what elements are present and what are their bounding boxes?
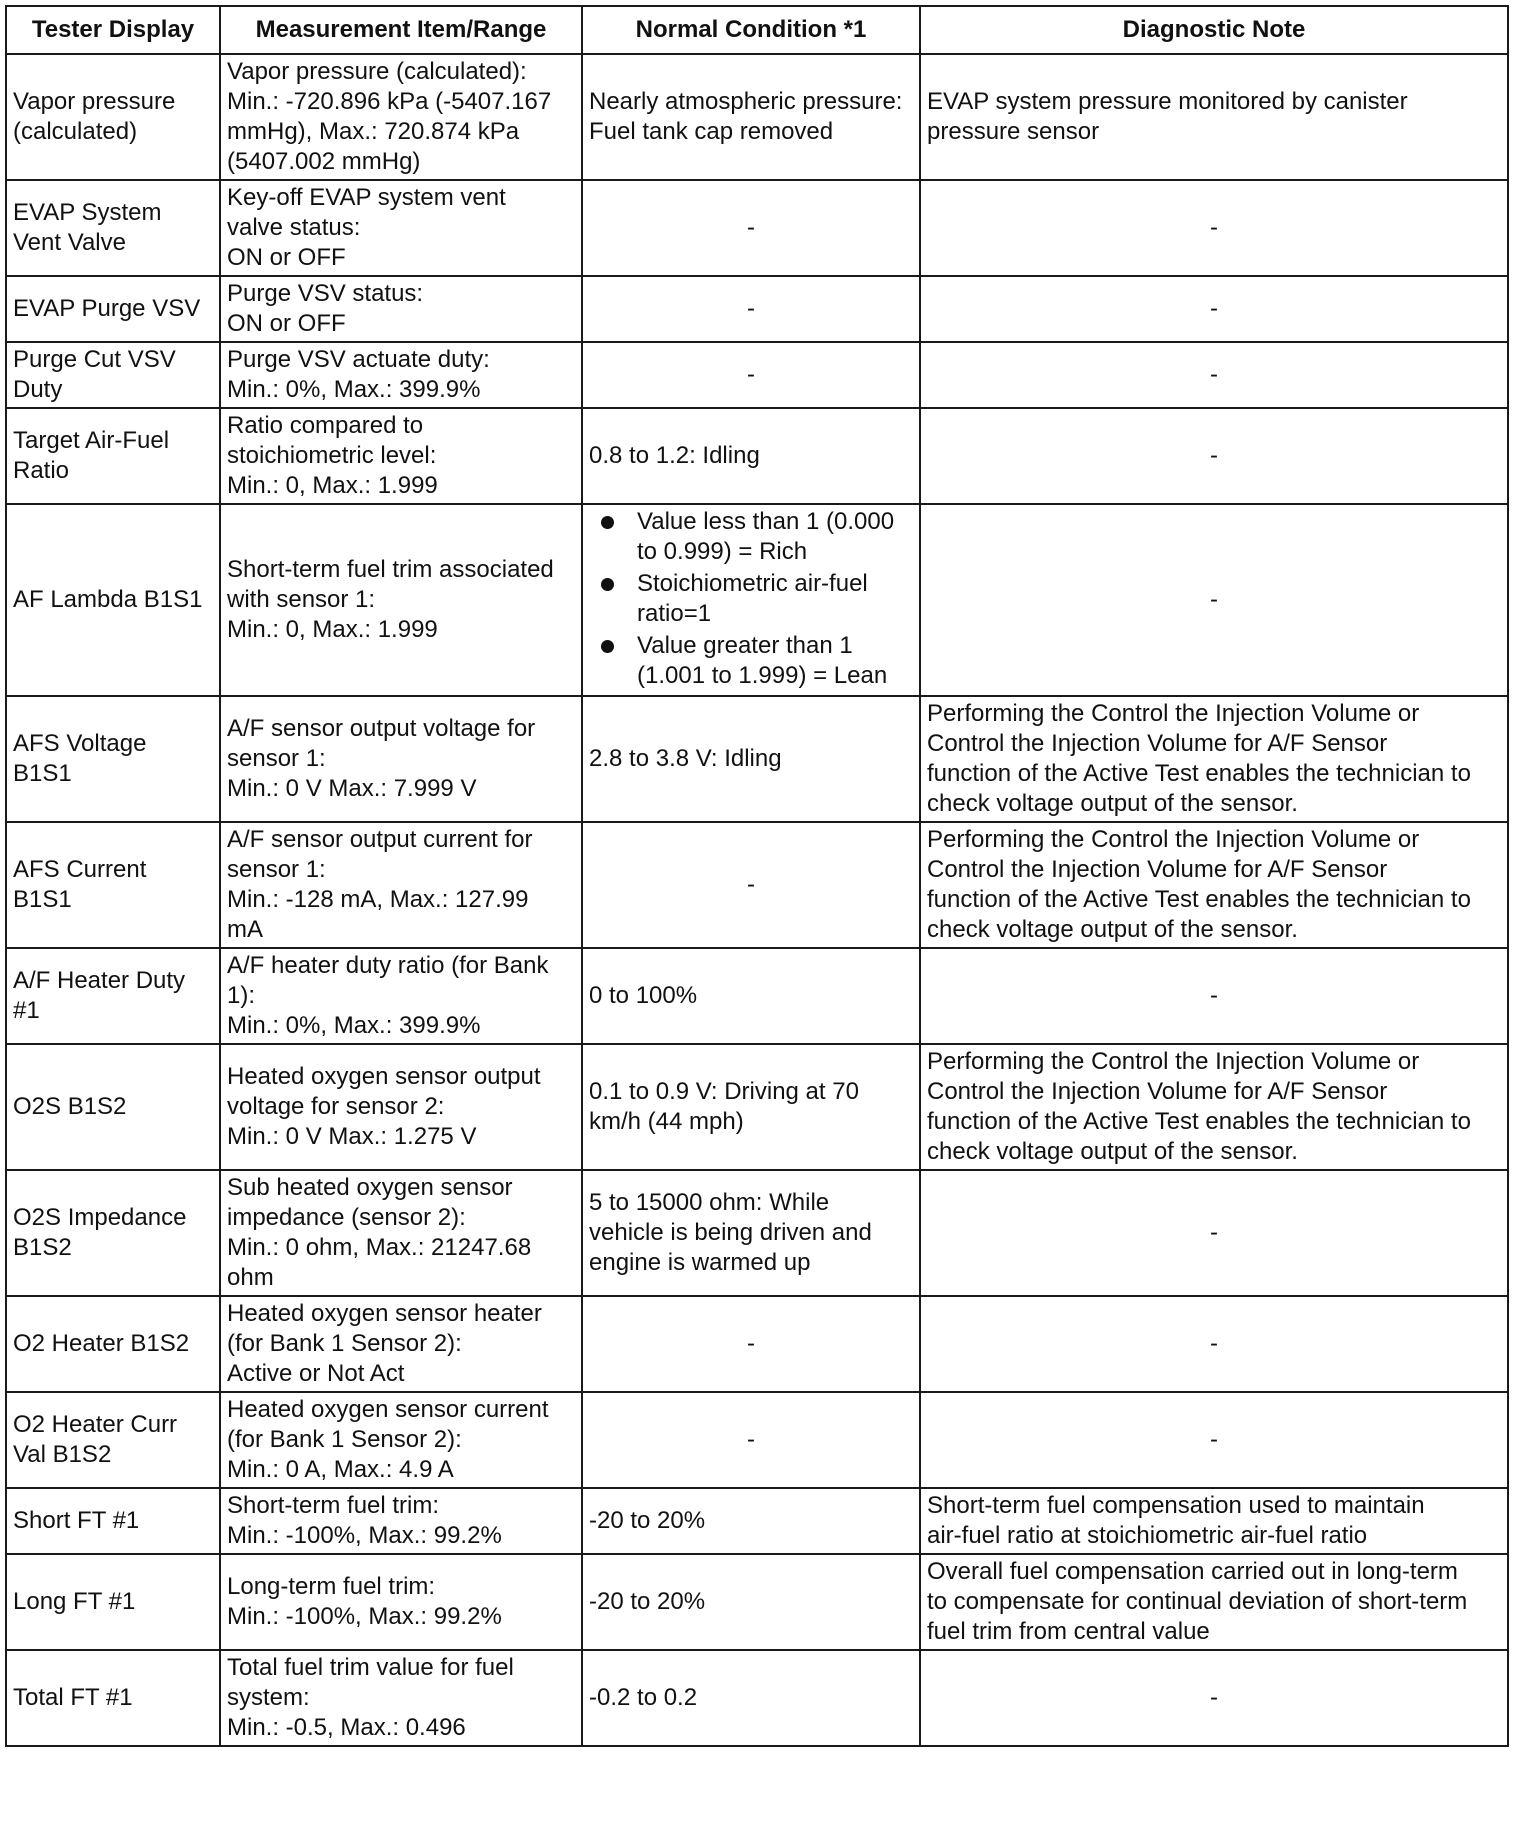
- normal-condition-cell-line: 2.8 to 3.8 V: Idling: [589, 745, 782, 772]
- measurement-range-cell: [220, 180, 582, 276]
- normal-condition-cell: [582, 1044, 920, 1170]
- table-row: [6, 180, 1508, 276]
- diagnostic-note-cell-line: check voltage output of the sensor.: [927, 916, 1298, 943]
- normal-condition-cell: [582, 1650, 920, 1746]
- diagnostic-note-cell: [920, 276, 1508, 342]
- diagnostic-note-cell: [920, 1296, 1508, 1392]
- measurement-range-cell: [220, 1170, 582, 1296]
- table-row: [6, 1650, 1508, 1746]
- measurement-range-cell-line: (5407.002 mmHg): [227, 148, 421, 175]
- tester-display-cell-line: B1S1: [13, 886, 72, 913]
- normal-condition-cell: [582, 1488, 920, 1554]
- normal-condition-cell-line: 0.1 to 0.9 V: Driving at 70: [589, 1078, 859, 1105]
- measurement-range-cell-line: Min.: 0 V Max.: 1.275 V: [227, 1123, 477, 1150]
- tester-display-cell: [6, 180, 220, 276]
- list-item-line: (1.001 to 1.999) = Lean: [637, 662, 888, 689]
- tester-display-cell-line: B1S1: [13, 760, 72, 787]
- diagnostic-note-cell-line: EVAP system pressure monitored by canister: [927, 88, 1408, 115]
- normal-condition-cell: [582, 276, 920, 342]
- diagnostic-note-cell-line: -: [1210, 1330, 1218, 1357]
- diagnostic-note-cell-line: Control the Injection Volume for A/F Sensor: [927, 856, 1388, 883]
- normal-condition-cell-line: vehicle is being driven and: [589, 1219, 872, 1246]
- tester-display-cell-line: Purge Cut VSV: [13, 346, 176, 373]
- measurement-range-cell-line: Min.: 0 V Max.: 7.999 V: [227, 775, 477, 802]
- diagnostic-note-cell-line: -: [1210, 442, 1218, 469]
- measurement-range-cell-line: Sub heated oxygen sensor: [227, 1174, 513, 1201]
- header-tester-display: Tester Display: [6, 6, 220, 54]
- table-row: [6, 1296, 1508, 1392]
- measurement-range-cell-line: A/F sensor output voltage for: [227, 715, 536, 742]
- table-row: [6, 342, 1508, 408]
- measurement-range-cell: [220, 1296, 582, 1392]
- list-item: [589, 569, 913, 629]
- measurement-range-cell: [220, 1554, 582, 1650]
- measurement-range-cell-line: Short-term fuel trim:: [227, 1492, 440, 1519]
- measurement-range-cell-line: Heated oxygen sensor output: [227, 1063, 541, 1090]
- diagnostic-note-cell-line: -: [1210, 1684, 1218, 1711]
- measurement-range-cell-line: Min.: -720.896 kPa (-5407.167: [227, 88, 552, 115]
- measurement-range-cell: [220, 504, 582, 696]
- diagnostic-note-cell-line: -: [1210, 1219, 1218, 1246]
- normal-condition-cell-line: 5 to 15000 ohm: While: [589, 1189, 830, 1216]
- measurement-range-cell-line: Min.: 0 ohm, Max.: 21247.68: [227, 1234, 532, 1261]
- normal-condition-cell: [582, 1296, 920, 1392]
- table-row: [6, 1488, 1508, 1554]
- measurement-range-cell-line: Ratio compared to: [227, 412, 424, 439]
- normal-condition-cell: [582, 696, 920, 822]
- header-row: [6, 6, 1508, 54]
- diagnostic-note-cell: [920, 342, 1508, 408]
- diagnostic-note-cell-line: Performing the Control the Injection Volume or: [927, 700, 1420, 727]
- table-row: [6, 276, 1508, 342]
- measurement-range-cell-line: Active or Not Act: [227, 1360, 405, 1387]
- tester-display-cell-line: Total FT #1: [13, 1684, 133, 1711]
- diagnostic-note-cell-line: fuel trim from central value: [927, 1618, 1210, 1645]
- normal-condition-cell: [582, 1554, 920, 1650]
- diagnostic-note-cell: [920, 696, 1508, 822]
- measurement-range-cell-line: mmHg), Max.: 720.874 kPa: [227, 118, 520, 145]
- diagnostic-note-cell: [920, 54, 1508, 180]
- diagnostic-note-cell-line: -: [1210, 982, 1218, 1009]
- measurement-range-cell-line: valve status:: [227, 214, 361, 241]
- tester-display-cell: [6, 948, 220, 1044]
- normal-condition-cell-line: -: [747, 295, 755, 322]
- diagnostic-note-cell-line: check voltage output of the sensor.: [927, 790, 1298, 817]
- tester-display-cell-line: Target Air-Fuel: [13, 427, 170, 454]
- diagnostic-note-cell-line: pressure sensor: [927, 118, 1100, 145]
- tester-display-cell-line: Val B1S2: [13, 1441, 112, 1468]
- tester-display-cell-line: Ratio: [13, 457, 70, 484]
- measurement-range-cell-line: ON or OFF: [227, 244, 346, 271]
- normal-condition-cell-line: Fuel tank cap removed: [589, 118, 834, 145]
- measurement-range-cell: [220, 1650, 582, 1746]
- table-row: [6, 54, 1508, 180]
- list-item-line: Value greater than 1: [637, 632, 853, 659]
- diagnostic-note-cell: [920, 180, 1508, 276]
- diagnostic-note-cell-line: -: [1210, 361, 1218, 388]
- diagnostic-note-cell-line: Performing the Control the Injection Volume or: [927, 826, 1420, 853]
- diagnostic-note-cell-line: Overall fuel compensation carried out in long-term: [927, 1558, 1458, 1585]
- tester-display-cell: [6, 1170, 220, 1296]
- normal-condition-cell-line: -0.2 to 0.2: [589, 1684, 698, 1711]
- normal-condition-cell-line: -: [747, 1330, 755, 1357]
- measurement-range-cell-line: Min.: -100%, Max.: 99.2%: [227, 1603, 502, 1630]
- tester-display-cell-line: B1S2: [13, 1234, 72, 1261]
- diagnostic-note-cell: [920, 1488, 1508, 1554]
- diagnostic-note-cell-line: -: [1210, 214, 1218, 241]
- measurement-range-cell: [220, 276, 582, 342]
- table-row: [6, 1392, 1508, 1488]
- tester-display-cell: [6, 54, 220, 180]
- bullet-icon: [601, 516, 614, 529]
- data-list-sheet: [5, 5, 1507, 1747]
- measurement-range-cell-line: 1):: [227, 982, 256, 1009]
- table-row: [6, 948, 1508, 1044]
- tester-display-cell: [6, 1392, 220, 1488]
- tester-display-cell-line: O2 Heater Curr: [13, 1411, 178, 1438]
- measurement-range-cell-line: Min.: -100%, Max.: 99.2%: [227, 1522, 502, 1549]
- data-list-table: [5, 5, 1509, 1747]
- normal-condition-cell: [582, 1392, 920, 1488]
- tester-display-cell-line: A/F Heater Duty: [13, 967, 186, 994]
- header-diagnostic-note: Diagnostic Note: [920, 6, 1508, 54]
- measurement-range-cell-line: ON or OFF: [227, 310, 346, 337]
- list-item-line: to 0.999) = Rich: [637, 538, 808, 565]
- measurement-range-cell-line: A/F sensor output current for: [227, 826, 533, 853]
- measurement-range-cell-line: Total fuel trim value for fuel: [227, 1654, 514, 1681]
- tester-display-cell: [6, 1554, 220, 1650]
- tester-display-cell-line: Long FT #1: [13, 1588, 136, 1615]
- measurement-range-cell-line: ohm: [227, 1264, 274, 1291]
- normal-condition-cell: [582, 342, 920, 408]
- measurement-range-cell: [220, 948, 582, 1044]
- tester-display-cell-line: O2S Impedance: [13, 1204, 187, 1231]
- table-row: [6, 696, 1508, 822]
- tester-display-cell: [6, 504, 220, 696]
- list-item-line: Value less than 1 (0.000: [637, 508, 895, 535]
- measurement-range-cell-line: Min.: 0, Max.: 1.999: [227, 616, 438, 643]
- table-row: [6, 1554, 1508, 1650]
- measurement-range-cell-line: voltage for sensor 2:: [227, 1093, 445, 1120]
- normal-condition-cell-line: -20 to 20%: [589, 1588, 706, 1615]
- tester-display-cell: [6, 696, 220, 822]
- diagnostic-note-cell-line: function of the Active Test enables the technician to: [927, 886, 1471, 913]
- tester-display-cell: [6, 1488, 220, 1554]
- tester-display-cell-line: O2S B1S2: [13, 1093, 127, 1120]
- normal-condition-cell-line: -: [747, 361, 755, 388]
- tester-display-cell: [6, 342, 220, 408]
- normal-condition-cell-line: engine is warmed up: [589, 1249, 811, 1276]
- normal-condition-cell-line: -: [747, 871, 755, 898]
- tester-display-cell-line: Duty: [13, 376, 63, 403]
- measurement-range-cell: [220, 822, 582, 948]
- normal-condition-cell-line: -: [747, 214, 755, 241]
- list-item: [589, 631, 913, 691]
- diagnostic-note-cell: [920, 1650, 1508, 1746]
- diagnostic-note-cell: [920, 1044, 1508, 1170]
- tester-display-cell: [6, 408, 220, 504]
- measurement-range-cell: [220, 408, 582, 504]
- normal-condition-cell: [582, 504, 920, 696]
- table-row: [6, 1044, 1508, 1170]
- tester-display-cell: [6, 1044, 220, 1170]
- diagnostic-note-cell: [920, 408, 1508, 504]
- tester-display-cell-line: Vapor pressure: [13, 88, 176, 115]
- measurement-range-cell: [220, 696, 582, 822]
- diagnostic-note-cell-line: to compensate for continual deviation of short-term: [927, 1588, 1468, 1615]
- tester-display-cell-line: O2 Heater B1S2: [13, 1330, 190, 1357]
- table-row: [6, 822, 1508, 948]
- diagnostic-note-cell: [920, 1554, 1508, 1650]
- measurement-range-cell-line: stoichiometric level:: [227, 442, 437, 469]
- measurement-range-cell-line: Key-off EVAP system vent: [227, 184, 506, 211]
- list-item: [589, 507, 913, 567]
- tester-display-cell-line: AFS Current: [13, 856, 147, 883]
- measurement-range-cell-line: Min.: 0%, Max.: 399.9%: [227, 376, 481, 403]
- tester-display-cell-line: EVAP Purge VSV: [13, 295, 201, 322]
- header-measurement-range: Measurement Item/Range: [220, 6, 582, 54]
- tester-display-cell: [6, 822, 220, 948]
- table-row: [6, 408, 1508, 504]
- diagnostic-note-cell-line: function of the Active Test enables the technician to: [927, 1108, 1471, 1135]
- measurement-range-cell-line: Short-term fuel trim associated: [227, 556, 554, 583]
- normal-condition-cell-line: 0.8 to 1.2: Idling: [589, 442, 760, 469]
- measurement-range-cell-line: Purge VSV actuate duty:: [227, 346, 490, 373]
- normal-condition-cell-line: km/h (44 mph): [589, 1108, 744, 1135]
- normal-condition-cell: [582, 180, 920, 276]
- measurement-range-cell-line: mA: [227, 916, 263, 943]
- diagnostic-note-cell-line: -: [1210, 586, 1218, 613]
- measurement-range-cell-line: sensor 1:: [227, 745, 326, 772]
- measurement-range-cell-line: (for Bank 1 Sensor 2):: [227, 1426, 462, 1453]
- tester-display-cell: [6, 1650, 220, 1746]
- table-row: [6, 504, 1508, 696]
- list-item-line: ratio=1: [637, 600, 712, 627]
- table-row: [6, 1170, 1508, 1296]
- measurement-range-cell-line: sensor 1:: [227, 856, 326, 883]
- measurement-range-cell-line: Min.: -0.5, Max.: 0.496: [227, 1714, 466, 1741]
- measurement-range-cell-line: (for Bank 1 Sensor 2):: [227, 1330, 462, 1357]
- normal-condition-cell-line: 0 to 100%: [589, 982, 698, 1009]
- tester-display-cell-line: AF Lambda B1S1: [13, 586, 203, 613]
- diagnostic-note-cell-line: -: [1210, 1426, 1218, 1453]
- tester-display-cell-line: AFS Voltage: [13, 730, 147, 757]
- diagnostic-note-cell: [920, 1170, 1508, 1296]
- measurement-range-cell: [220, 1044, 582, 1170]
- diagnostic-note-cell-line: Control the Injection Volume for A/F Sensor: [927, 730, 1388, 757]
- tester-display-cell-line: (calculated): [13, 118, 138, 145]
- measurement-range-cell-line: Min.: 0%, Max.: 399.9%: [227, 1012, 481, 1039]
- diagnostic-note-cell: [920, 948, 1508, 1044]
- normal-condition-cell: [582, 822, 920, 948]
- tester-display-cell-line: Short FT #1: [13, 1507, 140, 1534]
- tester-display-cell-line: Vent Valve: [13, 229, 126, 256]
- diagnostic-note-cell-line: -: [1210, 295, 1218, 322]
- header-normal-condition: Normal Condition *1: [582, 6, 920, 54]
- diagnostic-note-cell-line: air-fuel ratio at stoichiometric air-fuel ratio: [927, 1522, 1368, 1549]
- diagnostic-note-cell: [920, 504, 1508, 696]
- tester-display-cell-line: #1: [13, 997, 40, 1024]
- measurement-range-cell: [220, 1392, 582, 1488]
- measurement-range-cell-line: Min.: 0, Max.: 1.999: [227, 472, 438, 499]
- bullet-icon: [601, 640, 614, 653]
- measurement-range-cell-line: Long-term fuel trim:: [227, 1573, 436, 1600]
- normal-condition-cell-line: -20 to 20%: [589, 1507, 706, 1534]
- measurement-range-cell-line: Purge VSV status:: [227, 280, 424, 307]
- tester-display-cell: [6, 1296, 220, 1392]
- diagnostic-note-cell-line: Performing the Control the Injection Volume or: [927, 1048, 1420, 1075]
- measurement-range-cell: [220, 342, 582, 408]
- diagnostic-note-cell-line: check voltage output of the sensor.: [927, 1138, 1298, 1165]
- measurement-range-cell-line: system:: [227, 1684, 310, 1711]
- bullet-icon: [601, 578, 614, 591]
- diagnostic-note-cell: [920, 822, 1508, 948]
- normal-condition-cell-line: Nearly atmospheric pressure:: [589, 88, 903, 115]
- normal-condition-cell: [582, 948, 920, 1044]
- measurement-range-cell-line: Heated oxygen sensor heater: [227, 1300, 542, 1327]
- measurement-range-cell-line: A/F heater duty ratio (for Bank: [227, 952, 549, 979]
- diagnostic-note-cell-line: Short-term fuel compensation used to maintain: [927, 1492, 1425, 1519]
- diagnostic-note-cell-line: function of the Active Test enables the technician to: [927, 760, 1471, 787]
- diagnostic-note-cell-line: Control the Injection Volume for A/F Sensor: [927, 1078, 1388, 1105]
- measurement-range-cell-line: impedance (sensor 2):: [227, 1204, 466, 1231]
- tester-display-cell: [6, 276, 220, 342]
- measurement-range-cell: [220, 54, 582, 180]
- normal-condition-cell: [582, 1170, 920, 1296]
- list-item-line: Stoichiometric air-fuel: [637, 570, 868, 597]
- measurement-range-cell-line: Heated oxygen sensor current: [227, 1396, 549, 1423]
- measurement-range-cell-line: Vapor pressure (calculated):: [227, 58, 527, 85]
- measurement-range-cell-line: Min.: -128 mA, Max.: 127.99: [227, 886, 529, 913]
- measurement-range-cell: [220, 1488, 582, 1554]
- tester-display-cell-line: EVAP System: [13, 199, 162, 226]
- normal-condition-cell-line: -: [747, 1426, 755, 1453]
- normal-condition-cell: [582, 408, 920, 504]
- measurement-range-cell-line: Min.: 0 A, Max.: 4.9 A: [227, 1456, 454, 1483]
- normal-condition-list: [589, 507, 913, 691]
- diagnostic-note-cell: [920, 1392, 1508, 1488]
- normal-condition-cell: [582, 54, 920, 180]
- measurement-range-cell-line: with sensor 1:: [227, 586, 376, 613]
